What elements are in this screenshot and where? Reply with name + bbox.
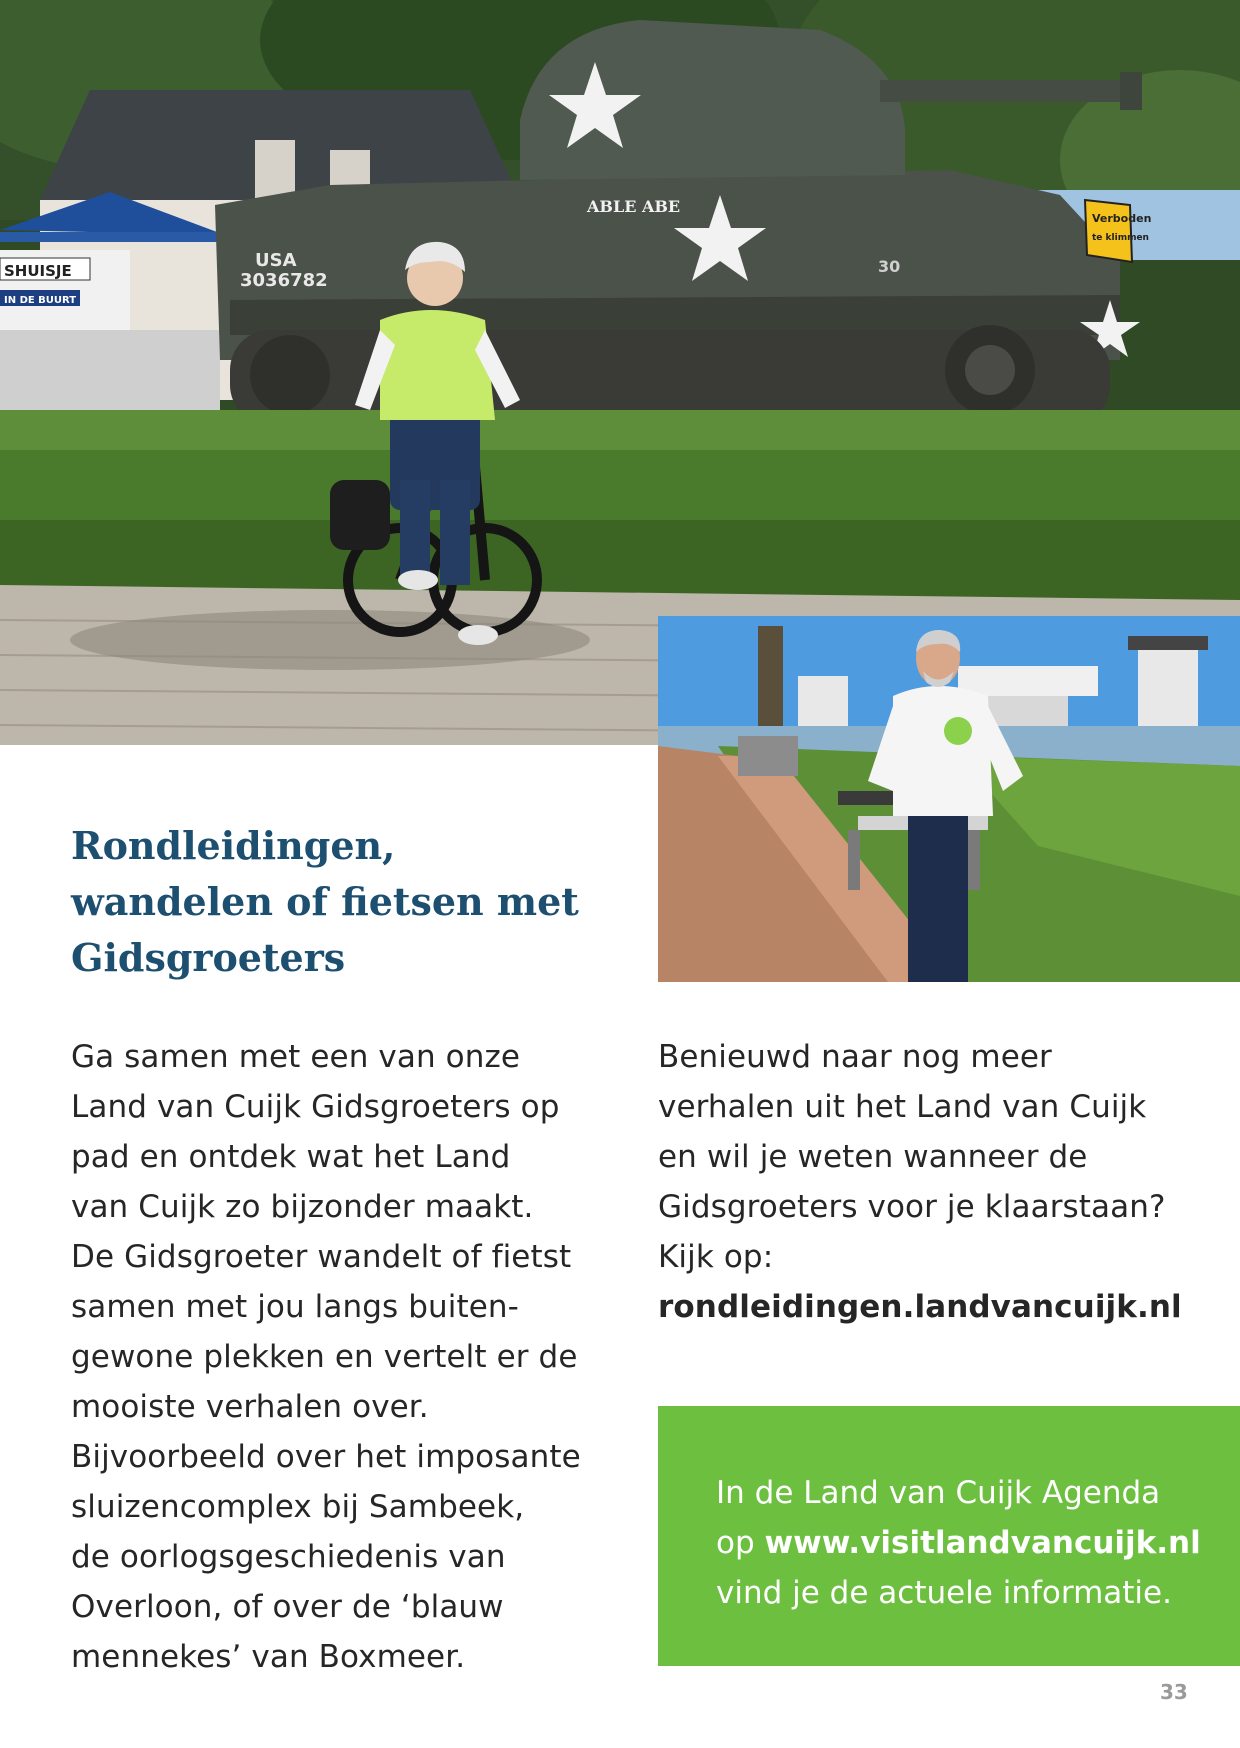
text-line: van Cuijk zo bijzonder maakt. bbox=[71, 1189, 534, 1225]
callout-line: vind je de actuele informatie. bbox=[716, 1575, 1172, 1611]
warning-sign-text-2: te klimmen bbox=[1092, 233, 1149, 243]
callout-prefix: op bbox=[716, 1525, 765, 1561]
guide-locks-photo bbox=[658, 616, 1240, 982]
tank-serial-line1: USA bbox=[255, 250, 297, 271]
callout-line: In de Land van Cuijk Agenda bbox=[716, 1475, 1161, 1511]
text-line: verhalen uit het Land van Cuijk bbox=[658, 1089, 1147, 1125]
rondleidingen-link[interactable]: rondleidingen.landvancuijk.nl bbox=[658, 1289, 1182, 1325]
shop-sign-text: SHUISJE bbox=[4, 262, 72, 280]
title-line: Rondleidingen, bbox=[71, 823, 396, 868]
text-line: Gidsgroeters voor je klaarstaan? bbox=[658, 1189, 1166, 1225]
page-number: 33 bbox=[1160, 1680, 1188, 1704]
text-line: Ga samen met een van onze bbox=[71, 1039, 521, 1075]
shop-sign-text-2: IN DE BUURT bbox=[4, 295, 77, 306]
text-line: samen met jou langs buiten- bbox=[71, 1289, 519, 1325]
tank-serial-line2: 3036782 bbox=[240, 270, 328, 291]
text-line: de oorlogsgeschiedenis van bbox=[71, 1539, 506, 1575]
text-line: Kijk op: bbox=[658, 1239, 774, 1275]
tank-name-text: ABLE ABE bbox=[587, 197, 681, 216]
text-line: Land van Cuijk Gidsgroeters op bbox=[71, 1089, 560, 1125]
intro-paragraph bbox=[71, 1032, 581, 1682]
text-line: mennekes’ van Boxmeer. bbox=[71, 1639, 466, 1675]
text-line: mooiste verhalen over. bbox=[71, 1389, 429, 1425]
callout-line bbox=[716, 1518, 1240, 1568]
guide-locks-illustration bbox=[658, 616, 1240, 982]
title-line: wandelen of fietsen met bbox=[71, 879, 579, 924]
page-title bbox=[71, 818, 631, 986]
text-line: pad en ontdek wat het Land bbox=[71, 1139, 511, 1175]
warning-sign-text-1: Verboden bbox=[1092, 212, 1152, 225]
agenda-callout-box bbox=[658, 1406, 1240, 1666]
text-line: Overloon, of over de ‘blauw bbox=[71, 1589, 504, 1625]
text-line: Bijvoorbeeld over het imposante bbox=[71, 1439, 581, 1475]
text-line: en wil je weten wanneer de bbox=[658, 1139, 1088, 1175]
text-line: sluizencomplex bij Sambeek, bbox=[71, 1489, 525, 1525]
text-line: Benieuwd naar nog meer bbox=[658, 1039, 1052, 1075]
text-line: gewone plekken en vertelt er de bbox=[71, 1339, 578, 1375]
visit-website-link[interactable]: www.visitlandvancuijk.nl bbox=[764, 1525, 1201, 1561]
info-paragraph bbox=[658, 1032, 1182, 1332]
turret-number: 30 bbox=[878, 257, 901, 276]
title-line: Gidsgroeters bbox=[71, 935, 346, 980]
text-line: De Gidsgroeter wandelt of fietst bbox=[71, 1239, 572, 1275]
